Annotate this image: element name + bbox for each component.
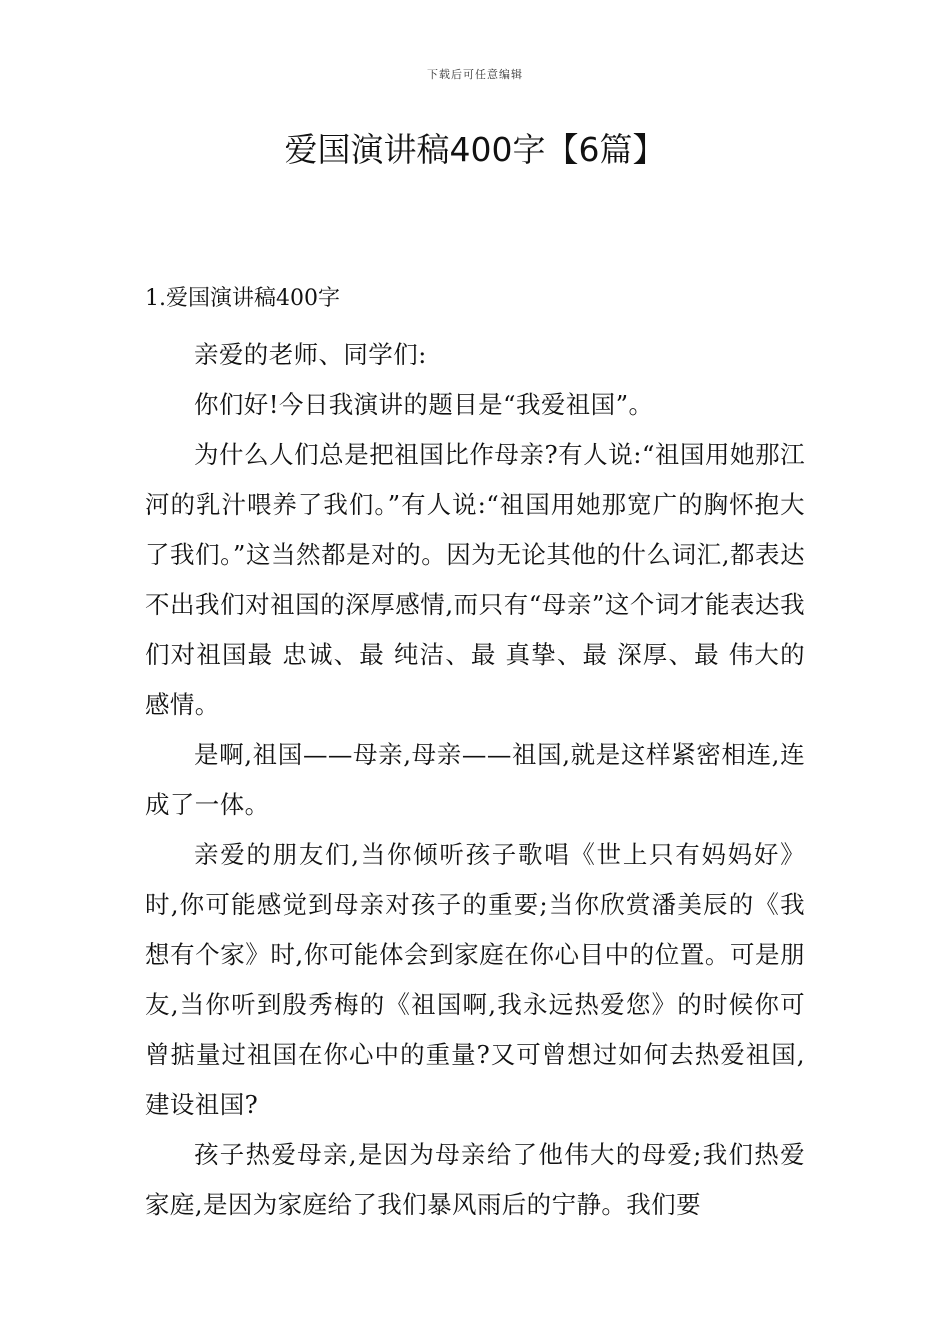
paragraph-connected: 是啊,祖国——母亲,母亲——祖国,就是这样紧密相连,连成了一体。 xyxy=(145,740,805,819)
paragraph-intro: 你们好!今日我演讲的题目是“我爱祖国”。 xyxy=(194,390,654,419)
document-body xyxy=(145,330,805,1230)
paragraph-greeting: 亲爱的老师、同学们: xyxy=(194,340,427,369)
paragraph-love-family: 孩子热爱母亲,是因为母亲给了他伟大的母爱;我们热爱家庭,是因为家庭给了我们暴风雨后的宁静。我们要 xyxy=(145,1140,805,1219)
document-title: 爱国演讲稿400字【6篇】 xyxy=(284,130,666,169)
paragraph-songs: 亲爱的朋友们,当你倾听孩子歌唱《世上只有妈妈好》时,你可能感觉到母亲对孩子的重要;当你欣赏潘美辰的《我想有个家》时,你可能体会到家庭在你心目中的位置。可是朋友,当你听到殷秀梅的《祖国啊,我永远热爱您》的时候你可曾掂量过祖国在你心中的重量?又可曾想过如何去热爱祖国,建设祖国? xyxy=(145,840,805,1119)
section-heading: 1.爱国演讲稿400字 xyxy=(145,286,340,311)
paragraph-mother-metaphor: 为什么人们总是把祖国比作母亲?有人说:“祖国用她那江河的乳汁喂养了我们。”有人说:“祖国用她那宽广的胸怀抱大了我们。”这当然都是对的。因为无论其他的什么词汇,都表达不出我们对祖国的深厚感情,而只有“母亲”这个词才能表达我们对祖国最 忠诚、最 纯洁、最 真挚、最 深厚、最 伟大的感情。 xyxy=(145,440,805,719)
header-note: 下载后可任意编辑 xyxy=(427,68,523,81)
